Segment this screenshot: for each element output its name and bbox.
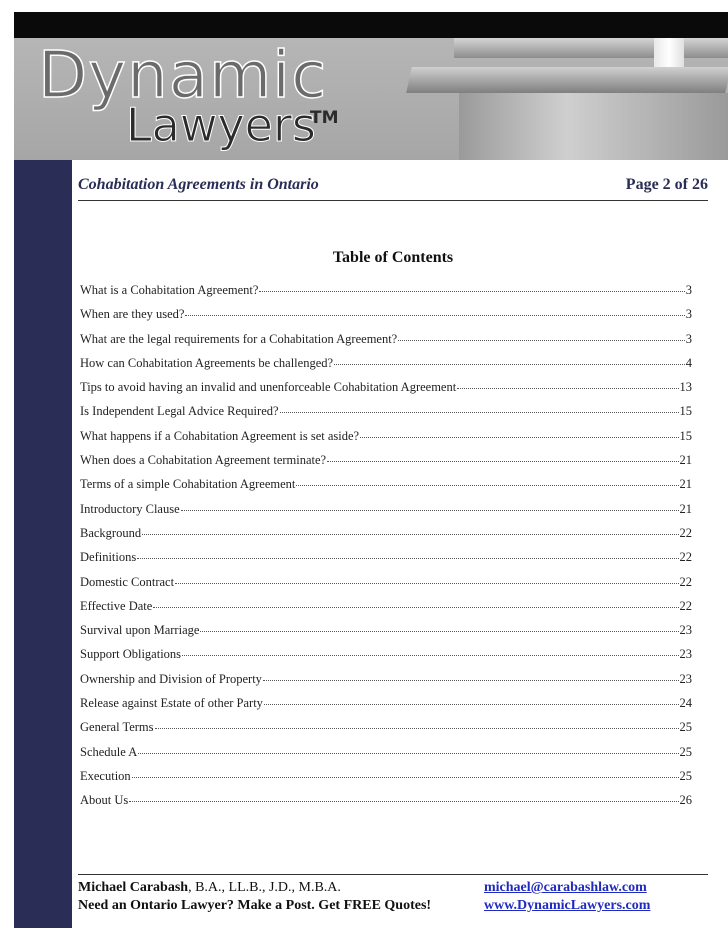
toc-entry-label: What is a Cohabitation Agreement? [80, 283, 259, 297]
logo-trademark: TM [310, 108, 339, 128]
toc-entry[interactable] [80, 356, 692, 380]
website-link[interactable]: www.DynamicLawyers.com [484, 898, 651, 913]
toc-entry-label: What are the legal requirements for a Cohabitation Agreement? [80, 331, 398, 346]
toc-entry[interactable] [80, 380, 692, 404]
toc-leader-dots [259, 291, 684, 292]
toc-entry-label: General Terms [80, 720, 154, 735]
toc-leader-dots [129, 801, 678, 802]
footer-contact [78, 880, 431, 914]
toc-entry-label: Is Independent Legal Advice Required? [80, 404, 279, 419]
toc-leader-dots [264, 704, 679, 705]
toc-entry-page: 25 [679, 768, 692, 783]
toc-entry-page: 13 [679, 380, 692, 395]
toc-entry-label: How can Cohabitation Agreements be challenged? [80, 355, 334, 370]
toc-entry[interactable] [80, 793, 692, 817]
toc-entry[interactable] [80, 550, 692, 574]
toc-entry[interactable] [80, 769, 692, 793]
toc-leader-dots [175, 583, 678, 584]
toc-entry-page: 15 [679, 428, 692, 443]
toc-entry[interactable] [80, 477, 692, 501]
toc-entry[interactable] [80, 526, 692, 550]
toc-leader-dots [132, 777, 679, 778]
toc-leader-dots [181, 510, 679, 511]
toc-entry-label: Support Obligations [80, 647, 182, 662]
toc-leader-dots [137, 558, 678, 559]
pillar-base-image [459, 93, 728, 160]
toc-leader-dots [360, 437, 678, 438]
toc-entry-page: 23 [679, 623, 692, 638]
toc-entry-label: Background [80, 525, 142, 540]
toc-entry-page: 22 [679, 574, 692, 589]
pillar-column-image [654, 38, 684, 68]
toc-entry-page: 15 [679, 404, 692, 419]
toc-entry-label: Effective Date [80, 598, 153, 613]
toc-leader-dots [296, 485, 678, 486]
toc-leader-dots [155, 728, 679, 729]
toc-entry-label: Ownership and Division of Property [80, 671, 262, 686]
toc-leader-dots [200, 631, 678, 632]
toc-entry[interactable] [80, 332, 692, 356]
author-credentials: , B.A., LL.B., J.D., M.B.A. [188, 880, 341, 895]
toc-leader-dots [457, 388, 678, 389]
toc-entry-page: 26 [679, 793, 692, 808]
toc-entry-page: 22 [679, 550, 692, 565]
toc-entry-page: 24 [679, 696, 692, 711]
toc-entry-label: Domestic Contract [80, 574, 175, 589]
toc-entry[interactable] [80, 623, 692, 647]
toc-entry-page: 3 [685, 307, 692, 322]
toc-entry-page: 22 [679, 598, 692, 613]
pillar-capital-image [454, 38, 728, 58]
toc-entry[interactable] [80, 453, 692, 477]
toc-entry-page: 3 [685, 331, 692, 346]
toc-entry-label: Schedule A [80, 744, 138, 759]
toc-entry-label: Terms of a simple Cohabitation Agreement [80, 477, 296, 492]
toc-entry-label: Release against Estate of other Party [80, 696, 263, 711]
toc-heading: Table of Contents [332, 249, 454, 266]
footer-links [484, 880, 650, 914]
toc-leader-dots [327, 461, 678, 462]
logo-word-lawyers: Lawyers [126, 98, 316, 152]
toc-entry-label: Execution [80, 768, 131, 783]
toc-entry[interactable] [80, 307, 692, 331]
toc-entry[interactable] [80, 745, 692, 769]
toc-entry[interactable] [80, 502, 692, 526]
footer-tagline: Need an Ontario Lawyer? Make a Post. Get FREE Quotes! [78, 898, 432, 913]
toc-entry-label: Survival upon Marriage [80, 623, 200, 638]
table-of-contents [80, 283, 692, 818]
toc-entry[interactable] [80, 672, 692, 696]
toc-entry-page: 25 [679, 720, 692, 735]
toc-entry-label: When are they used? [80, 307, 185, 322]
toc-entry-label: About Us [80, 793, 129, 808]
toc-entry-label: Introductory Clause [80, 501, 180, 516]
toc-entry[interactable] [80, 429, 692, 453]
toc-entry-page: 22 [679, 525, 692, 540]
page-number: Page 2 of 26 [625, 176, 708, 193]
banner-top-band [14, 12, 728, 38]
toc-entry-page: 3 [685, 283, 692, 297]
toc-leader-dots [280, 412, 679, 413]
email-link[interactable]: michael@carabashlaw.com [484, 880, 647, 895]
toc-entry-label: When does a Cohabitation Agreement terminate? [80, 453, 327, 468]
toc-leader-dots [182, 655, 678, 656]
toc-entry[interactable] [80, 720, 692, 744]
toc-leader-dots [263, 680, 679, 681]
author-name: Michael Carabash [78, 880, 189, 895]
toc-entry-page: 25 [679, 744, 692, 759]
toc-entry-page: 21 [679, 501, 692, 516]
pillar-ledge-image [406, 67, 728, 93]
document-title: Cohabitation Agreements in Ontario [78, 176, 319, 193]
toc-leader-dots [153, 607, 678, 608]
toc-entry-page: 23 [679, 647, 692, 662]
top-margin [0, 0, 728, 12]
toc-leader-dots [142, 534, 678, 535]
toc-entry-label: What happens if a Cohabitation Agreement is set aside? [80, 428, 360, 443]
toc-entry-page: 4 [685, 355, 692, 370]
toc-entry-label: Tips to avoid having an invalid and unenforceable Cohabitation Agreement [80, 380, 457, 395]
header-banner [14, 12, 728, 160]
toc-entry[interactable] [80, 599, 692, 623]
toc-entry-label: Definitions [80, 550, 137, 565]
toc-leader-dots [398, 340, 685, 341]
toc-leader-dots [138, 753, 678, 754]
toc-entry[interactable] [80, 283, 692, 307]
toc-entry[interactable] [80, 575, 692, 599]
logo-word-dynamic: Dynamic [38, 39, 328, 113]
toc-leader-dots [185, 315, 684, 316]
toc-entry-page: 23 [679, 671, 692, 686]
toc-entry[interactable] [80, 647, 692, 671]
toc-entry-page: 21 [679, 453, 692, 468]
toc-entry-page: 21 [679, 477, 692, 492]
toc-entry[interactable] [80, 404, 692, 428]
toc-entry[interactable] [80, 696, 692, 720]
toc-leader-dots [334, 364, 685, 365]
running-header [78, 176, 708, 201]
footer-divider [78, 874, 708, 875]
